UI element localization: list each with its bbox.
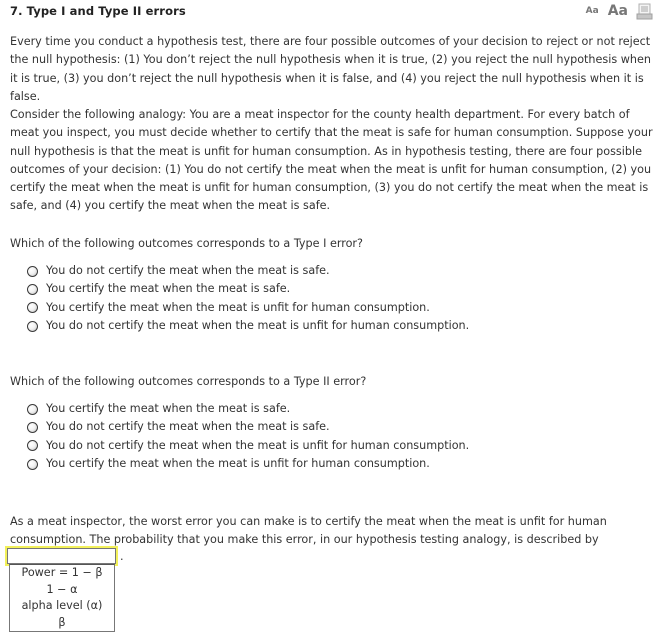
type2-option-1[interactable] [27, 400, 487, 418]
radio-button[interactable] [27, 459, 38, 470]
question-header [0, 0, 659, 22]
option-label: You certify the meat when the meat is safe. [46, 282, 291, 296]
radio-button[interactable] [27, 422, 38, 433]
option-label: You do not certify the meat when the meat is unfit for human consumption. [46, 318, 470, 332]
print-icon[interactable] [636, 3, 653, 20]
option-label: You do not certify the meat when the meat is safe. [46, 420, 330, 434]
question-type2-prompt: Which of the following outcomes corresponds to a Type II error? [10, 375, 367, 388]
radio-button[interactable] [27, 404, 38, 415]
header-tools [586, 1, 653, 21]
option-label: You do not certify the meat when the meat is safe. [46, 264, 330, 277]
radio-button[interactable] [27, 284, 38, 295]
dropdown-options-list [9, 564, 115, 632]
radio-button[interactable] [27, 440, 38, 451]
radio-button[interactable] [27, 302, 38, 313]
trailing-period: . [120, 550, 124, 563]
dropdown-option-beta[interactable]: β [58, 615, 66, 629]
option-label: You do not certify the meat when the meat is unfit for human consumption. [46, 438, 470, 452]
dropdown-option-one-minus-alpha[interactable]: 1 − α [46, 582, 78, 596]
question-title: 7. Type I and Type II errors [10, 4, 186, 18]
worst-error-prompt: As a meat inspector, the worst error you can make is to certify the meat when the meat is unfit for human consumption. The probability that you make this error, in our hypothesis testing analogy, is described by [10, 515, 607, 547]
type2-option-2[interactable] [27, 418, 487, 436]
intro-paragraph: Every time you conduct a hypothesis test, there are four possible outcomes of your decision to reject or not reject the null hypothesis: (1) You don’t reject the null hypothesis when it is true, (2) you reject the null hypothesis when it is true, (3) you don’t reject the null hypothesis when it is false, and (4) you reject the null hypothesis when it is false. [10, 35, 651, 103]
type1-option-3[interactable] [27, 299, 487, 317]
option-label: You certify the meat when the meat is safe. [46, 402, 291, 415]
dropdown-select-box[interactable] [7, 548, 116, 564]
radio-button[interactable] [27, 321, 38, 332]
increase-font-button[interactable]: Aa [607, 2, 628, 19]
type2-option-4[interactable] [27, 455, 487, 473]
type1-option-4[interactable] [27, 317, 487, 335]
question-type2-options [27, 400, 487, 473]
dropdown-option-alpha-level[interactable]: alpha level (α) [21, 599, 103, 612]
question-type1-options [27, 262, 487, 335]
radio-button[interactable] [27, 266, 38, 277]
dropdown-option-power[interactable]: Power = 1 − β [21, 566, 103, 579]
question-type1-prompt: Which of the following outcomes corresponds to a Type I error? [10, 237, 363, 250]
type2-option-3[interactable] [27, 437, 487, 455]
type1-option-2[interactable] [27, 280, 487, 298]
analogy-paragraph: Consider the following analogy: You are a meat inspector for the county health department. For every batch of meat you inspect, you must decide whether to certify that the meat is safe for human consumption. Suppose your null hypothesis is that the meat is unfit for human consumption. As in hypothesis testing, there are four possible outcomes of your decision: (1) You do not certify the meat when the meat is unfit for human consumption, (2) you certify the meat when the meat is unfit for human consumption, (3) you do not certify the meat when the meat is safe, and (4) you certify the meat when the meat is safe. [10, 108, 653, 213]
option-label: You certify the meat when the meat is unfit for human consumption. [46, 300, 430, 314]
option-label: You certify the meat when the meat is unfit for human consumption. [46, 456, 430, 470]
type1-option-1[interactable] [27, 262, 487, 280]
decrease-font-button[interactable]: Aa [585, 5, 599, 16]
